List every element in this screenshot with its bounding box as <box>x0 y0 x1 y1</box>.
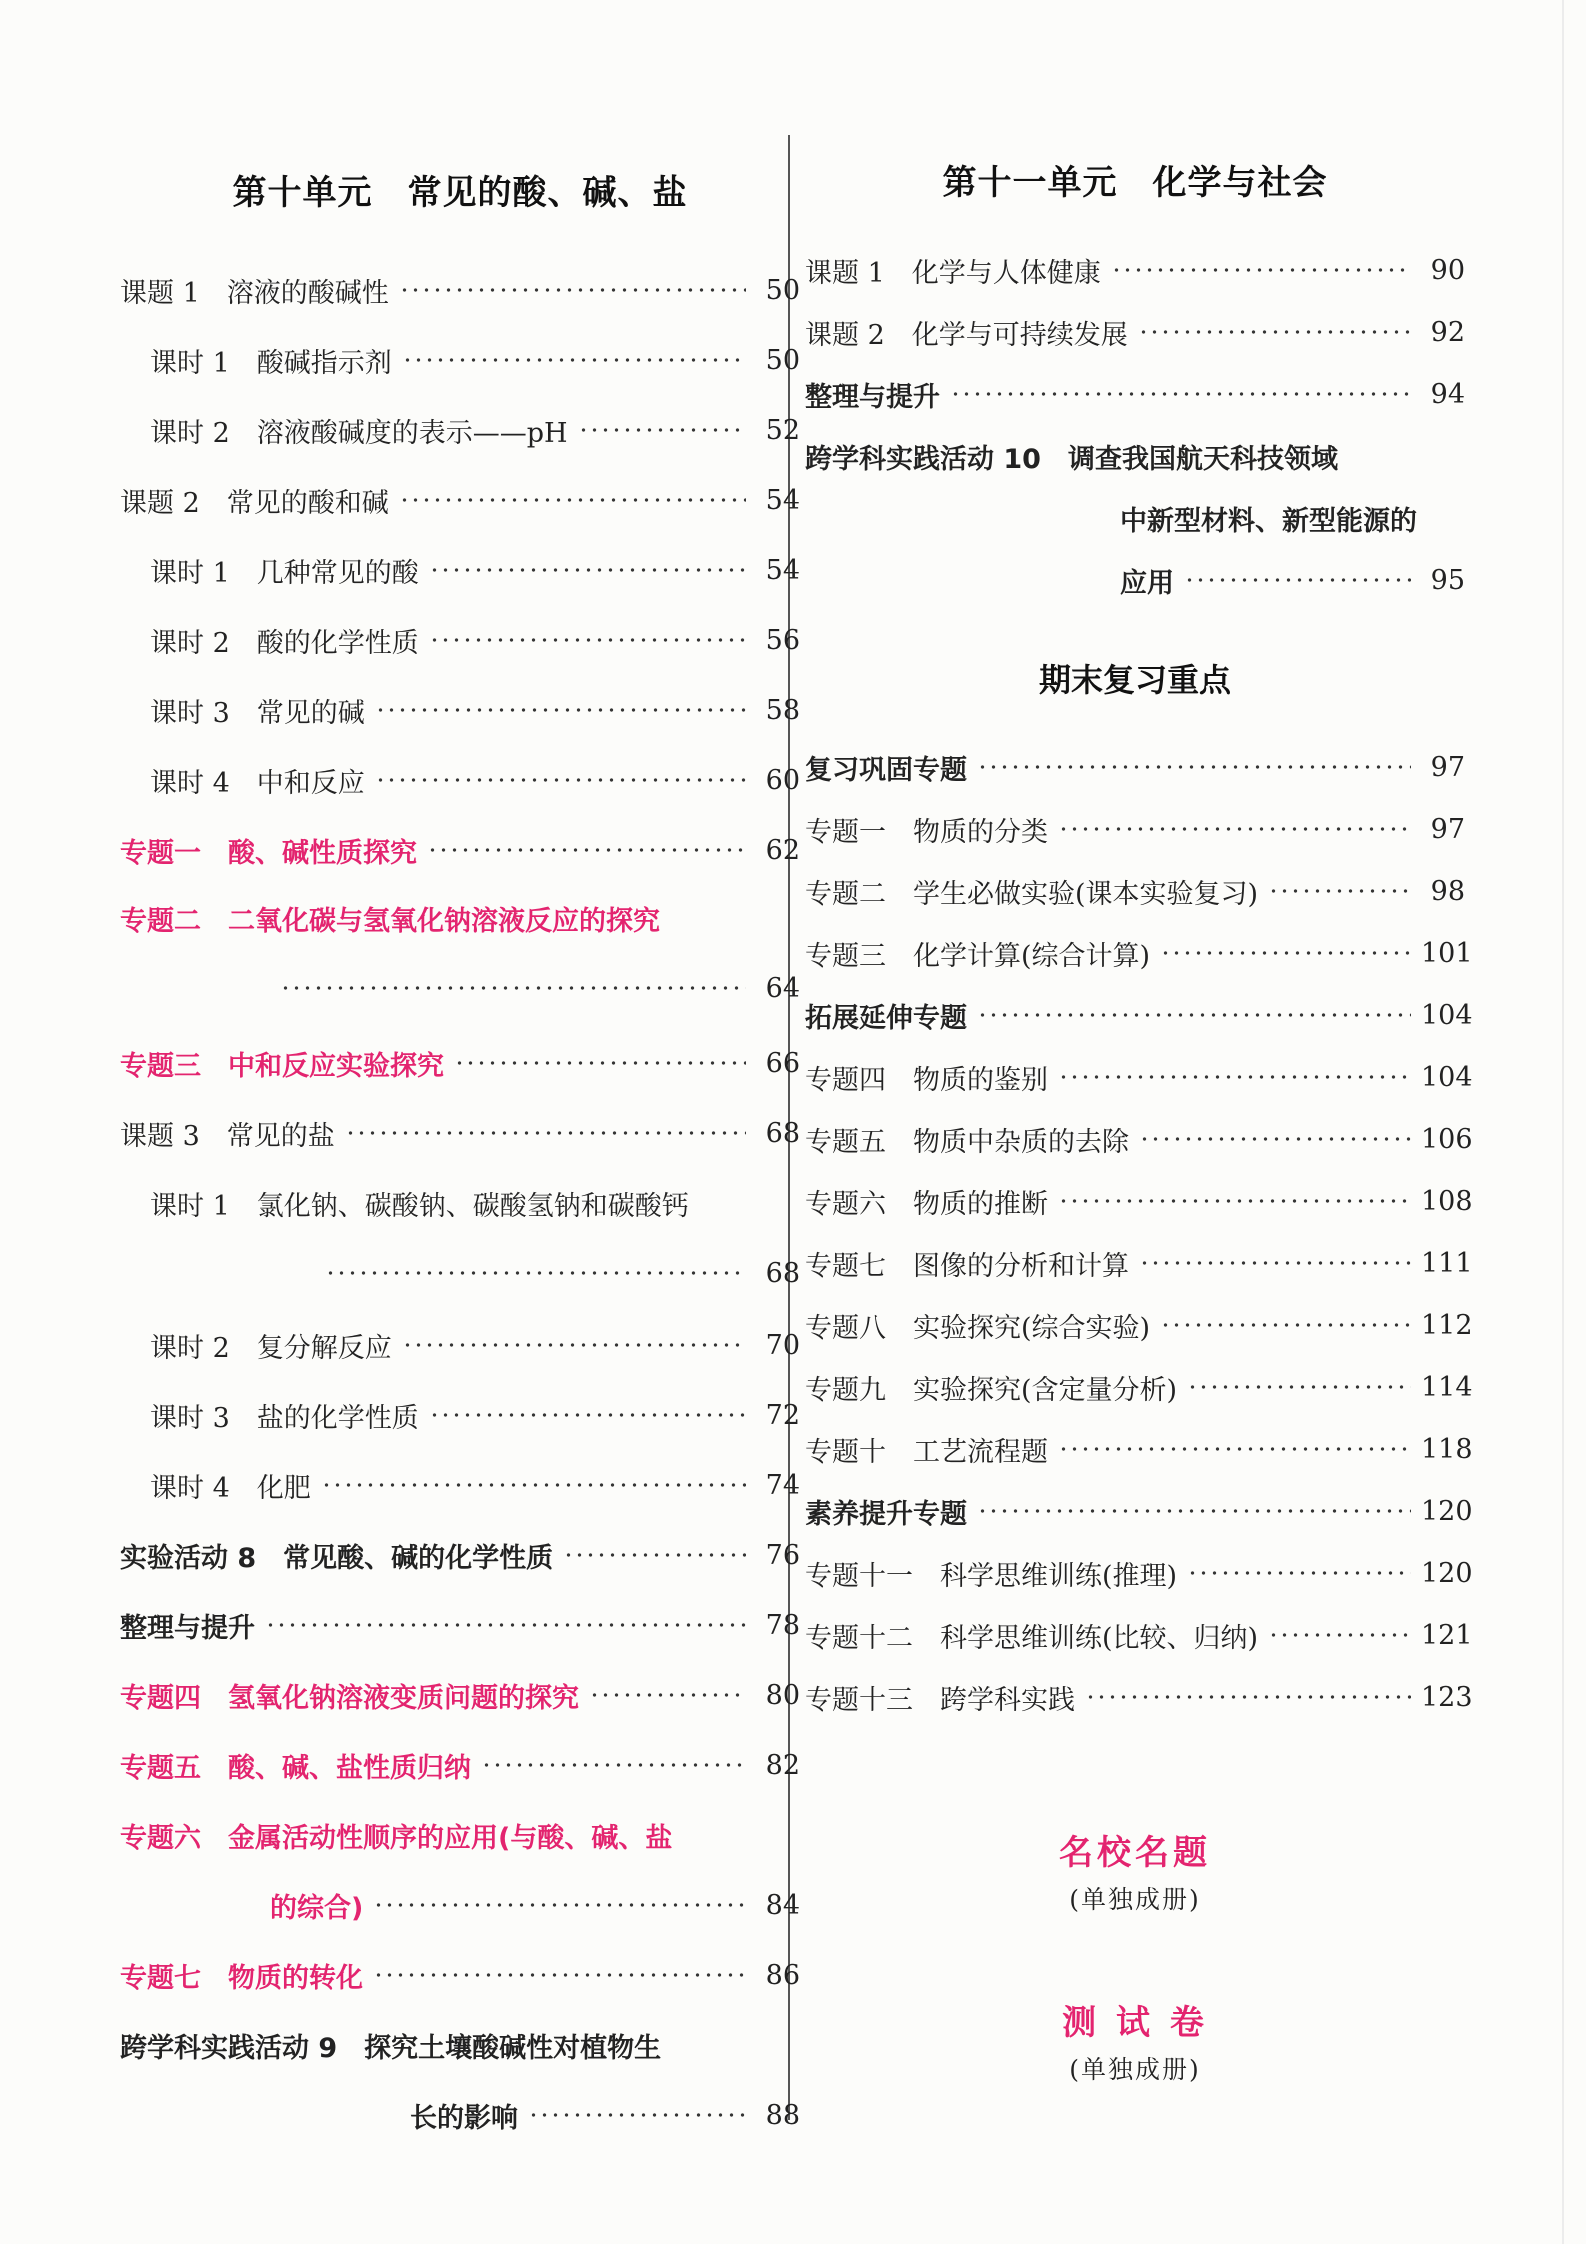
toc-label: 课时 2 复分解反应 <box>150 1332 392 1364</box>
toc-page: 58 <box>765 694 800 726</box>
toc-entry-special[interactable] <box>120 1740 800 1790</box>
leader-dots <box>399 265 746 315</box>
toc-page: 56 <box>765 624 800 656</box>
toc-page: 121 <box>1421 1619 1473 1651</box>
toc-entry[interactable] <box>805 245 1465 295</box>
toc-entry[interactable] <box>805 1486 1473 1536</box>
leader-dots <box>345 1108 746 1158</box>
leader-dots <box>429 615 746 665</box>
toc-page: 50 <box>765 274 800 306</box>
toc-entry-special[interactable] <box>120 825 800 875</box>
toc-label: 复习巩固专题 <box>805 754 967 786</box>
toc-entry[interactable] <box>120 335 800 385</box>
leader-dots <box>427 825 746 875</box>
toc-label: 专题五 酸、碱、盐性质归纳 <box>120 1752 471 1784</box>
toc-label: 实验活动 8 常见酸、碱的化学性质 <box>120 1542 554 1574</box>
toc-page: 52 <box>765 414 800 446</box>
toc-label: 课时 2 溶液酸碱度的表示——pH <box>150 417 568 449</box>
toc-entry[interactable] <box>120 1460 800 1510</box>
toc-label-line1[interactable]: 跨学科实践活动 9 探究土壤酸碱性对植物生 <box>120 2032 662 2064</box>
toc-entry[interactable] <box>805 1362 1473 1412</box>
leader-dots <box>321 1460 746 1510</box>
toc-label-line2[interactable]: 中新型材料、新型能源的 <box>1120 505 1417 537</box>
page-edge <box>1562 0 1564 2244</box>
toc-label: 专题六 物质的推断 <box>805 1188 1048 1220</box>
toc-entry[interactable] <box>805 990 1473 1040</box>
toc-page: 112 <box>1421 1309 1473 1341</box>
toc-label: 课题 3 常见的盐 <box>120 1120 335 1152</box>
toc-label: 课时 1 酸碱指示剂 <box>150 347 392 379</box>
toc-label: 课时 4 化肥 <box>150 1472 311 1504</box>
toc-page: 97 <box>1430 751 1465 783</box>
toc-page: 82 <box>765 1749 800 1781</box>
toc-entry[interactable] <box>805 369 1465 419</box>
toc-entry[interactable] <box>805 804 1465 854</box>
leader-dots <box>1160 928 1411 978</box>
toc-page: 68 <box>765 1117 800 1149</box>
toc-entry[interactable] <box>120 685 800 735</box>
leader-dots <box>1139 1238 1411 1288</box>
toc-entry[interactable] <box>805 742 1465 792</box>
toc-label: 专题十三 跨学科实践 <box>805 1684 1075 1716</box>
toc-entry[interactable] <box>120 475 800 525</box>
toc-label: 专题四 物质的鉴别 <box>805 1064 1048 1096</box>
toc-label: 课题 2 化学与可持续发展 <box>805 319 1128 351</box>
leader-dots <box>1111 245 1411 295</box>
toc-entry[interactable] <box>805 1610 1473 1660</box>
toc-label-line1[interactable]: 课时 1 氯化钠、碳酸钠、碳酸氢钠和碳酸钙 <box>150 1190 689 1222</box>
leader-dots <box>589 1670 746 1720</box>
toc-label: 专题七 物质的转化 <box>120 1962 363 1994</box>
leader-dots <box>1187 1362 1411 1412</box>
leader-dots <box>578 405 746 455</box>
toc-entry[interactable] <box>805 307 1465 357</box>
leader-dots <box>1058 1052 1411 1102</box>
leader-dots <box>399 475 746 525</box>
leader-dots <box>454 1038 746 1088</box>
toc-page: 72 <box>765 1399 800 1431</box>
toc-entry[interactable] <box>805 1114 1473 1164</box>
toc-entry[interactable] <box>120 1530 800 1580</box>
toc-page: 54 <box>765 554 800 586</box>
leader-dots <box>563 1530 746 1580</box>
toc-page: 104 <box>1421 1061 1473 1093</box>
leader-dots <box>429 545 746 595</box>
toc-entry[interactable] <box>120 615 800 665</box>
leader-dots <box>1058 804 1411 854</box>
leader-dots <box>373 1880 746 1930</box>
toc-label-line2: 长的影响 <box>410 2102 518 2134</box>
toc-label: 专题四 氢氧化钠溶液变质问题的探究 <box>120 1682 579 1714</box>
toc-entry-cont[interactable] <box>325 1248 800 1298</box>
leader-dots <box>265 1600 746 1650</box>
toc-page: 88 <box>765 2099 800 2131</box>
toc-label-line1[interactable]: 专题二 二氧化碳与氢氧化钠溶液反应的探究 <box>120 905 660 937</box>
toc-label: 整理与提升 <box>120 1612 255 1644</box>
toc-entry[interactable] <box>120 405 800 455</box>
toc-label: 课时 2 酸的化学性质 <box>150 627 419 659</box>
toc-page: 108 <box>1421 1185 1473 1217</box>
toc-entry[interactable] <box>805 866 1465 916</box>
toc-entry-special[interactable] <box>120 1670 800 1720</box>
toc-entry[interactable] <box>805 1052 1473 1102</box>
toc-entry[interactable] <box>805 1176 1473 1226</box>
leader-dots <box>977 990 1411 1040</box>
toc-page: 111 <box>1421 1247 1473 1279</box>
toc-label-line3: 应用 <box>1120 567 1174 599</box>
toc-entry[interactable] <box>120 1108 800 1158</box>
toc-label-line1[interactable]: 跨学科实践活动 10 调查我国航天科技领域 <box>805 443 1338 475</box>
toc-entry-special[interactable] <box>120 1950 800 2000</box>
review-section-title: 期末复习重点 <box>1038 661 1231 699</box>
toc-page: 95 <box>1430 564 1465 596</box>
leader-dots <box>1268 1610 1411 1660</box>
toc-page: 74 <box>765 1469 800 1501</box>
book-subtitle-separate: (单独成册) <box>1069 1885 1201 1914</box>
toc-page: 70 <box>765 1329 800 1361</box>
leader-dots <box>977 742 1411 792</box>
toc-page: 60 <box>765 764 800 796</box>
toc-label: 专题一 酸、碱性质探究 <box>120 837 417 869</box>
toc-page: 76 <box>765 1539 800 1571</box>
toc-entry[interactable] <box>120 1390 800 1440</box>
toc-label: 专题八 实验探究(综合实验) <box>805 1312 1151 1344</box>
toc-entry-cont[interactable] <box>280 963 800 1013</box>
toc-label-line1[interactable]: 专题六 金属活动性顺序的应用(与酸、碱、盐 <box>120 1822 673 1854</box>
book-title-famous-schools: 名校名题 <box>1059 1833 1211 1873</box>
leader-dots <box>375 755 746 805</box>
leader-dots <box>1138 307 1411 357</box>
book-subtitle-separate: (单独成册) <box>1069 2055 1201 2084</box>
leader-dots <box>429 1390 746 1440</box>
toc-label: 课题 1 溶液的酸碱性 <box>120 277 389 309</box>
leader-dots <box>1160 1300 1411 1350</box>
leader-dots <box>950 369 1411 419</box>
leader-dots <box>1085 1672 1411 1722</box>
toc-entry[interactable] <box>120 265 800 315</box>
leader-dots <box>528 2090 746 2140</box>
toc-page: 78 <box>765 1609 800 1641</box>
leader-dots <box>1058 1424 1411 1474</box>
toc-page: 114 <box>1421 1371 1473 1403</box>
toc-entry[interactable] <box>805 1672 1473 1722</box>
toc-label: 课时 4 中和反应 <box>150 767 365 799</box>
toc-entry-cont[interactable] <box>270 1880 800 1930</box>
toc-label: 专题一 物质的分类 <box>805 816 1048 848</box>
toc-entry-cont[interactable] <box>1120 555 1465 605</box>
toc-label: 专题十二 科学思维训练(比较、归纳) <box>805 1622 1259 1654</box>
leader-dots <box>402 1320 746 1370</box>
toc-page: 68 <box>765 1257 800 1289</box>
toc-page: 98 <box>1430 875 1465 907</box>
leader-dots <box>1139 1114 1411 1164</box>
toc-entry[interactable] <box>120 755 800 805</box>
toc-label-line2: 的综合) <box>270 1892 364 1924</box>
leader-dots <box>375 685 746 735</box>
leader-dots <box>481 1740 746 1790</box>
toc-page: 64 <box>765 972 800 1004</box>
toc-entry[interactable] <box>120 1600 800 1650</box>
toc-label: 专题三 中和反应实验探究 <box>120 1050 444 1082</box>
toc-page: 104 <box>1421 999 1473 1031</box>
toc-page: 101 <box>1421 937 1473 969</box>
toc-page: 84 <box>765 1889 800 1921</box>
toc-page: 80 <box>765 1679 800 1711</box>
leader-dots <box>1058 1176 1411 1226</box>
book-title-tests: 测 试 卷 <box>1062 2003 1208 2043</box>
toc-page: 62 <box>765 834 800 866</box>
toc-entry[interactable] <box>805 1300 1473 1350</box>
toc-label: 课题 1 化学与人体健康 <box>805 257 1101 289</box>
toc-page: 50 <box>765 344 800 376</box>
toc-label: 专题五 物质中杂质的去除 <box>805 1126 1129 1158</box>
toc-label: 专题九 实验探究(含定量分析) <box>805 1374 1178 1406</box>
toc-label: 课时 3 盐的化学性质 <box>150 1402 419 1434</box>
toc-label: 专题二 学生必做实验(课本实验复习) <box>805 878 1259 910</box>
toc-label: 专题十一 科学思维训练(推理) <box>805 1560 1178 1592</box>
toc-label: 专题三 化学计算(综合计算) <box>805 940 1151 972</box>
toc-page: 54 <box>765 484 800 516</box>
toc-label: 整理与提升 <box>805 381 940 413</box>
toc-page: 94 <box>1430 378 1465 410</box>
leader-dots <box>280 963 746 1013</box>
toc-label: 拓展延伸专题 <box>805 1002 967 1034</box>
toc-label: 专题十 工艺流程题 <box>805 1436 1048 1468</box>
leader-dots <box>402 335 746 385</box>
toc-page: 118 <box>1421 1433 1473 1465</box>
toc-entry[interactable] <box>805 1424 1473 1474</box>
toc-page: 86 <box>765 1959 800 1991</box>
toc-page: 97 <box>1430 813 1465 845</box>
toc-entry[interactable] <box>805 928 1473 978</box>
leader-dots <box>373 1950 746 2000</box>
toc-label: 课时 3 常见的碱 <box>150 697 365 729</box>
leader-dots <box>977 1486 1411 1536</box>
toc-label: 素养提升专题 <box>805 1498 967 1530</box>
toc-page: 123 <box>1421 1681 1473 1713</box>
toc-entry[interactable] <box>805 1548 1473 1598</box>
unit-11-title: 第十一单元 化学与社会 <box>942 163 1328 203</box>
toc-page: 92 <box>1430 316 1465 348</box>
toc-entry[interactable] <box>805 1238 1473 1288</box>
leader-dots <box>325 1248 746 1298</box>
toc-entry[interactable] <box>120 545 800 595</box>
unit-10-title: 第十单元 常见的酸、碱、盐 <box>232 173 688 213</box>
toc-page: 90 <box>1430 254 1465 286</box>
leader-dots <box>1184 555 1411 605</box>
toc-page: 106 <box>1421 1123 1473 1155</box>
toc-entry-special[interactable] <box>120 1038 800 1088</box>
toc-entry-cont[interactable] <box>410 2090 800 2140</box>
toc-page: 120 <box>1421 1557 1473 1589</box>
toc-label: 课题 2 常见的酸和碱 <box>120 487 389 519</box>
toc-entry[interactable] <box>120 1320 800 1370</box>
toc-label: 课时 1 几种常见的酸 <box>150 557 419 589</box>
leader-dots <box>1268 866 1411 916</box>
leader-dots <box>1187 1548 1411 1598</box>
toc-label: 专题七 图像的分析和计算 <box>805 1250 1129 1282</box>
toc-page: 120 <box>1421 1495 1473 1527</box>
toc-page: 66 <box>765 1047 800 1079</box>
